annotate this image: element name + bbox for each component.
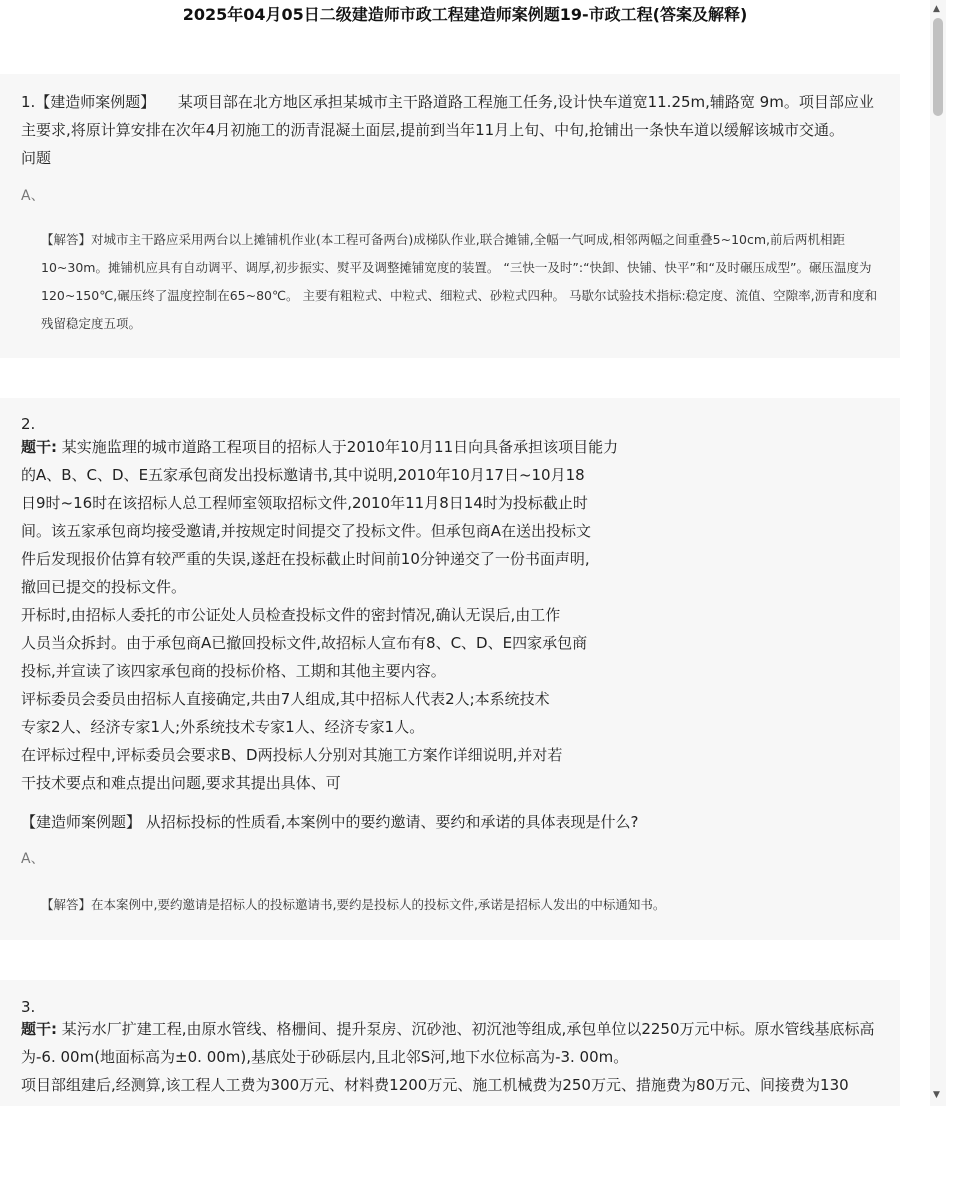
- question-card-2: [0, 398, 900, 940]
- question-3-stem: [21, 1015, 881, 1071]
- stem-text: 某污水厂扩建工程,由原水管线、格栅间、提升泵房、沉砂池、初沉池等组成,承包单位以2250万元中标。原水管线基底标高为-6. 00m(地面标高为±0. 00m),基底处于砂砾层内,且北邻S河,地下水位标高为-3. 00m。: [21, 1020, 875, 1066]
- stem-label: 题干:: [21, 1020, 57, 1038]
- question-card-1: [0, 74, 900, 358]
- question-2-option-a[interactable]: A、: [21, 851, 45, 867]
- scroll-up-arrow-icon[interactable]: ▲: [933, 4, 940, 14]
- stem-line: 的A、B、C、D、E五家承包商发出投标邀请书,其中说明,2010年10月17日~10月18: [21, 466, 585, 484]
- stem-line: 评标委员会委员由招标人直接确定,共由7人组成,其中招标人代表2人;本系统技术: [21, 690, 550, 708]
- stem-line: 在评标过程中,评标委员会要求B、D两投标人分别对其施工方案作详细说明,并对若: [21, 746, 563, 764]
- question-2-question: 【建造师案例题】 从招标投标的性质看,本案例中的要约邀请、要约和承诺的具体表现是什么?: [21, 813, 639, 831]
- stem-line: 日9时~16时在该招标人总工程师室领取招标文件,2010年11月8日14时为投标截止时: [21, 494, 588, 512]
- stem-line: 人员当众拆封。由于承包商A已撤回投标文件,故招标人宣布有8、C、D、E四家承包商: [21, 634, 588, 652]
- question-3-number: 3.: [21, 998, 36, 1016]
- scrollbar-thumb[interactable]: [933, 18, 943, 116]
- stem-line: 间。该五家承包商均接受邀请,并按规定时间提交了投标文件。但承包商A在送出投标文: [21, 522, 592, 540]
- question-2-analysis: 【解答】在本案例中,要约邀请是招标人的投标邀请书,要约是投标人的投标文件,承诺是招标人发出的中标通知书。: [41, 897, 666, 912]
- question-2-number: 2.: [21, 415, 36, 433]
- question-card-3: [0, 980, 900, 1106]
- stem-line: 干技术要点和难点提出问题,要求其提出具体、可: [21, 774, 341, 792]
- question-3-text-2: 项目部组建后,经测算,该工程人工费为300万元、材料费1200万元、施工机械费为250万元、措施费为80万元、间接费为130: [21, 1076, 849, 1094]
- stem-line: 件后发现报价估算有较严重的失误,遂赶在投标截止时间前10分钟递交了一份书面声明,: [21, 550, 590, 568]
- stem-line: 专家2人、经济专家1人;外系统技术专家1人、经济专家1人。: [21, 718, 425, 736]
- page-title: 2025年04月05日二级建造师市政工程建造师案例题19-市政工程(答案及解释): [182, 5, 748, 24]
- question-2-stem: [21, 433, 881, 797]
- stem-line: 撤回已提交的投标文件。: [21, 578, 187, 596]
- question-1-text: 1.【建造师案例题】 某项目部在北方地区承担某城市主干路道路工程施工任务,设计快车道宽11.25m,辅路宽 9m。项目部应业主要求,将原计算安排在次年4月初施工的沥青混凝土面层,提前到当年11月上旬、中旬,抢铺出一条快车道以缓解该城市交通。 问题: [21, 93, 874, 167]
- question-1-analysis: 【解答】对城市主干路应采用两台以上摊铺机作业(本工程可备两台)成梯队作业,联合摊铺,全幅一气呵成,相邻两幅之间重叠5~10cm,前后两机相距10~30m。摊铺机应具有自动调平、调厚,初步振实、熨平及调整摊铺宽度的装置。 “三快一及时”:“快卸、快铺、快平”和“及时碾压成型”。碾压温度为120~150℃,碾压终了温度控制在65~80℃。 主要有粗粒式、中粒式、细粒式、砂粒式四种。 马歇尔试验技术指标:稳定度、流值、空隙率,沥青和度和残留稳定度五项。: [41, 232, 878, 331]
- stem-line: 某实施监理的城市道路工程项目的招标人于2010年10月11日向具备承担该项目能力: [61, 438, 619, 456]
- stem-line: 投标,并宣读了该四家承包商的投标价格、工期和其他主要内容。: [21, 662, 446, 680]
- question-1-option-a[interactable]: A、: [21, 188, 45, 204]
- stem-line: 开标时,由招标人委托的市公证处人员检查投标文件的密封情况,确认无误后,由工作: [21, 606, 561, 624]
- vertical-scrollbar[interactable]: [930, 0, 946, 1106]
- stem-label: 题干:: [21, 438, 57, 456]
- scroll-down-arrow-icon[interactable]: ▼: [933, 1090, 940, 1100]
